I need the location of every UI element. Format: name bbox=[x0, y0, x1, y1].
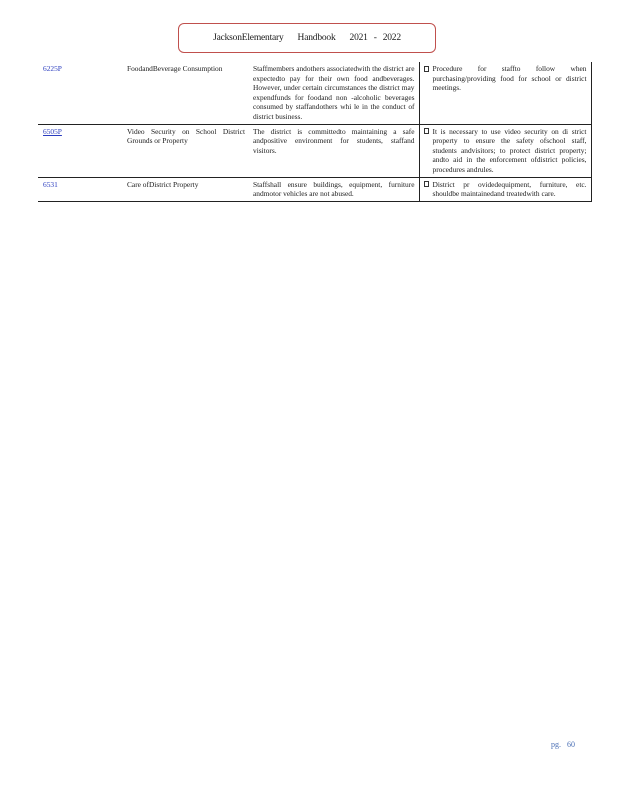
policy-procedure: It is necessary to use video security on di strict property to ensure the safety ofschool staff, students andvisitors; to protect district property; andto aid in the enforcement ofdistrict policies, procedures andrules. bbox=[432, 126, 587, 174]
table-row bbox=[38, 62, 591, 124]
table-row bbox=[38, 177, 591, 201]
year-start: 2021 bbox=[349, 33, 368, 43]
year-separator: - bbox=[373, 33, 377, 43]
policy-code-link[interactable]: 6225P bbox=[43, 64, 62, 73]
policy-procedure: District pr ovidedequipment, furniture, etc. shouldbe maintainedand treatedwith care. bbox=[432, 179, 587, 199]
policy-title: Care ofDistrict Property bbox=[127, 179, 199, 189]
handbook-header bbox=[178, 23, 436, 53]
school-year bbox=[350, 33, 401, 43]
policy-description: Staffshall ensure buildings, equipment, furniture andmotor vehicles are not abused. bbox=[253, 179, 415, 199]
policy-code-link[interactable]: 6531 bbox=[43, 179, 58, 189]
policy-title: Video Security on School District Grounds or Property bbox=[127, 126, 245, 146]
bullet-box-icon bbox=[424, 128, 429, 134]
policy-description: The district is committedto maintaining a safe andpositive environment for students, staffand visitors. bbox=[253, 126, 415, 155]
policy-table bbox=[38, 62, 592, 202]
policy-description: Staffmembers andothers associatedwith the district are expectedto pay for their own food andbeverages. However, under certain circumstances the district may expendfunds for foodand non -alcoholic beverages consumed by staffandothers whi le in the conduct of district business. bbox=[253, 64, 415, 121]
policy-procedure: Procedure for staffto follow when purchasing/providing food for school or district meetings. bbox=[432, 64, 587, 93]
page-prefix: pg. bbox=[551, 740, 561, 749]
document-name: Handbook bbox=[297, 33, 336, 43]
policy-code-link[interactable]: 6505P bbox=[43, 126, 62, 136]
page-number-value: 60 bbox=[567, 740, 575, 749]
policy-title: FoodandBeverage Consumption bbox=[127, 64, 223, 73]
bullet-box-icon bbox=[424, 66, 429, 72]
school-name: JacksonElementary bbox=[213, 33, 284, 43]
bullet-box-icon bbox=[424, 181, 429, 187]
table-row bbox=[38, 124, 591, 177]
year-end: 2022 bbox=[382, 33, 401, 43]
page-number bbox=[551, 740, 575, 749]
